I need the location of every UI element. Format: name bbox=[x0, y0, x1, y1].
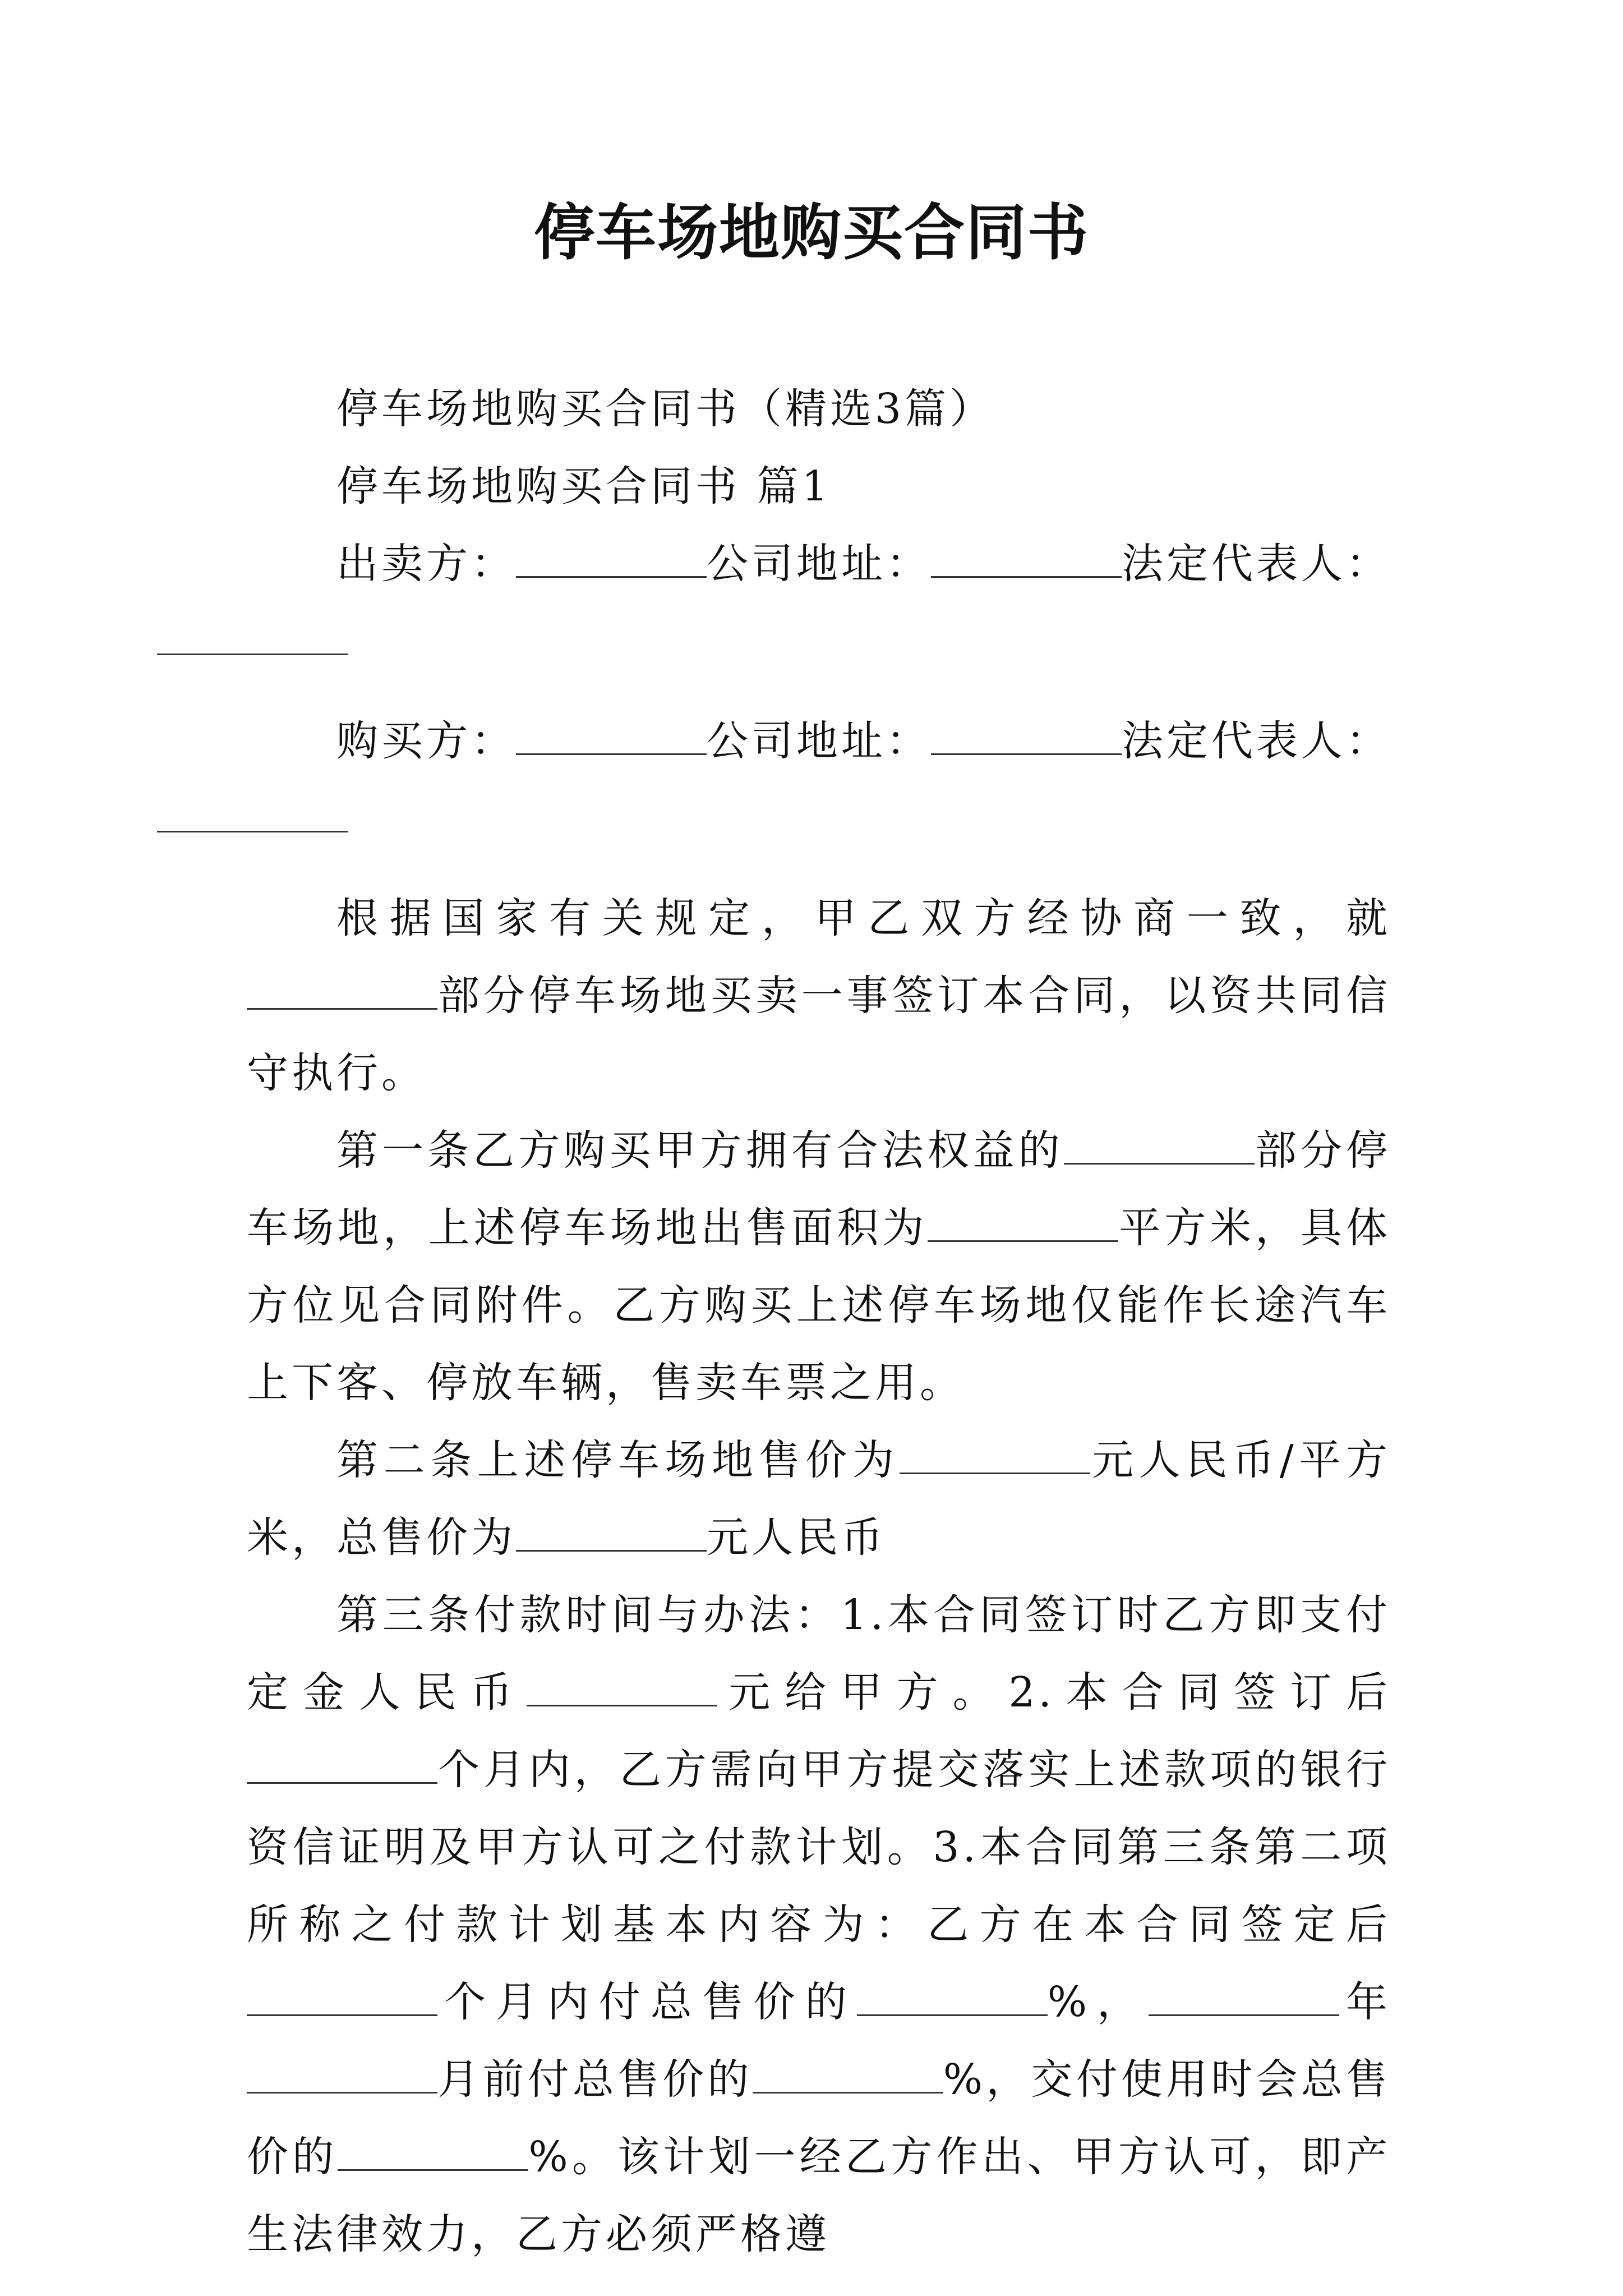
paragraph-text: 个月内，乙方需向甲方提交落实上述款项的银行资信证明及甲方认可之付款计划。3.本合同第三条第二项所称之付款计划基本内容为：乙方在本合同签定后 bbox=[247, 1746, 1391, 1949]
blank-field bbox=[900, 1433, 1090, 1474]
section-heading: 停车场地购买合同书 篇1 bbox=[336, 462, 832, 510]
blank-field bbox=[928, 1201, 1118, 1242]
paragraph-text: 元给甲方。2.本合同签订后 bbox=[717, 1668, 1391, 1717]
paragraph-article-3 bbox=[247, 1576, 1391, 2273]
paragraph-text: 第三条付款时间与办法：1.本合同签订时乙方即支付定金人民币 bbox=[247, 1591, 1391, 1717]
buyer-rep-blank bbox=[157, 792, 348, 832]
buyer-address-label: 公司地址： bbox=[707, 717, 931, 765]
buyer-line bbox=[247, 702, 1391, 857]
seller-rep-blank bbox=[157, 614, 348, 655]
paragraph-text: 元人民币/平方米，总售价为 bbox=[247, 1436, 1391, 1562]
seller-address-label: 公司地址： bbox=[707, 540, 931, 588]
paragraph-text: 部分停车场地，上述停车场地出售面积为 bbox=[247, 1126, 1391, 1252]
document-subtitle: 停车场地购买合同书（精选3篇） bbox=[336, 385, 995, 433]
seller-address-blank bbox=[931, 537, 1122, 578]
paragraph-text: 第二条上述停车场地售价为 bbox=[336, 1436, 900, 1484]
seller-rep-label: 法定代表人： bbox=[1122, 540, 1391, 588]
paragraph-text: 个月内付总售价的 bbox=[437, 1978, 857, 2026]
blank-field bbox=[247, 969, 437, 1010]
paragraph-article-2 bbox=[247, 1421, 1391, 1576]
blank-field bbox=[516, 1511, 707, 1552]
paragraph-article-1 bbox=[247, 1112, 1391, 1421]
paragraph-text: %，交付使用时会总售价的 bbox=[247, 2055, 1391, 2181]
blank-field bbox=[753, 2053, 943, 2093]
paragraph-text: 平方米，具体方位见合同附件。乙方购买上述停车场地仅能作长途汽车上下客、停放车辆，售卖车票之用。 bbox=[247, 1204, 1391, 1407]
paragraph-text: 元人民币 bbox=[707, 1513, 886, 1562]
paragraph-preamble bbox=[247, 880, 1391, 1112]
document-title: 停车场地购买合同书 bbox=[533, 197, 1089, 268]
buyer-label: 购买方： bbox=[336, 717, 516, 765]
paragraph-text: 月前付总售价的 bbox=[437, 2055, 753, 2104]
buyer-name-blank bbox=[516, 714, 707, 755]
paragraph-text: %， bbox=[1047, 1978, 1149, 2026]
paragraph-text: 根据国家有关规定，甲乙双方经协商一致，就 bbox=[336, 894, 1391, 942]
paragraph-text: 年 bbox=[1339, 1978, 1391, 2026]
buyer-address-blank bbox=[931, 714, 1122, 755]
seller-label: 出卖方： bbox=[336, 540, 516, 588]
blank-field bbox=[247, 1975, 437, 2016]
blank-field bbox=[1149, 1975, 1339, 2016]
paragraph-text: 第一条乙方购买甲方拥有合法权益的 bbox=[336, 1126, 1064, 1175]
blank-field bbox=[527, 1665, 717, 1706]
blank-field bbox=[247, 2053, 437, 2093]
blank-field bbox=[857, 1975, 1048, 2016]
paragraph-text: 部分停车场地买卖一事签订本合同，以资共同信守执行。 bbox=[247, 972, 1391, 1097]
buyer-rep-label: 法定代表人： bbox=[1122, 717, 1391, 765]
paragraph-text: %。该计划一经乙方作出、甲方认可，即产生法律效力，乙方必须严格遵 bbox=[247, 2133, 1391, 2258]
document-body bbox=[247, 370, 1391, 2273]
blank-field bbox=[338, 2130, 528, 2171]
seller-name-blank bbox=[516, 537, 707, 578]
seller-line bbox=[247, 525, 1391, 680]
blank-field bbox=[1064, 1124, 1255, 1165]
blank-field bbox=[247, 1743, 437, 1784]
